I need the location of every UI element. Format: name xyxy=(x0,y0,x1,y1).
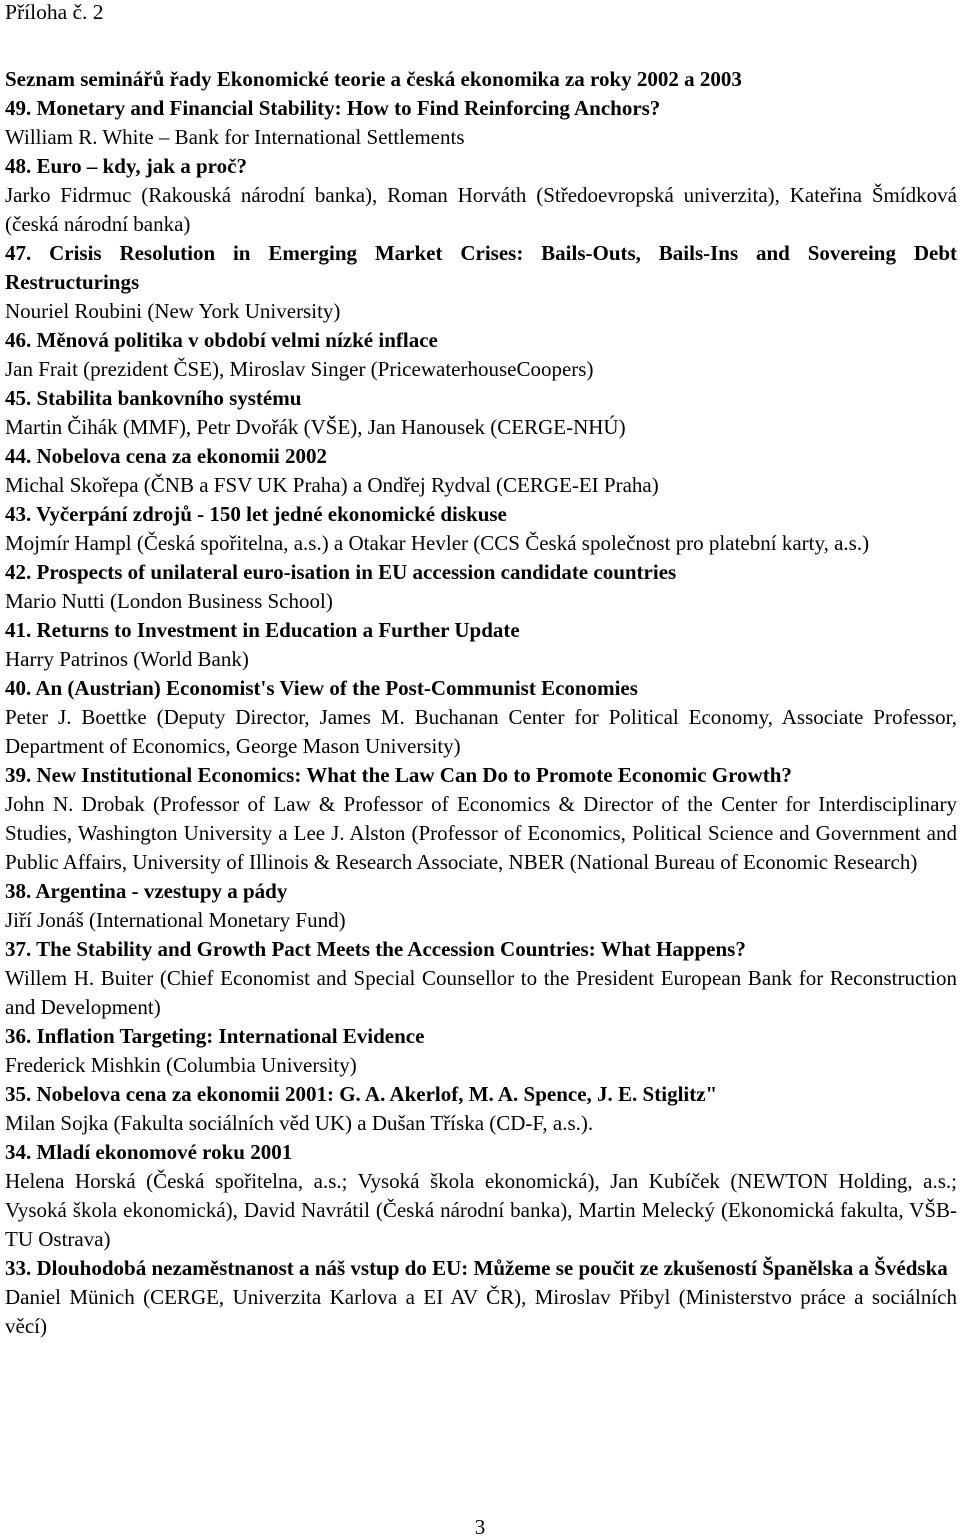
seminar-entry xyxy=(5,384,957,442)
seminar-speakers: Daniel Münich (CERGE, Univerzita Karlova a EI AV ČR), Miroslav Přibyl (Ministerstvo práce a sociálních věcí) xyxy=(5,1285,957,1338)
seminar-entry xyxy=(5,1080,957,1138)
seminar-title: 43. Vyčerpání zdrojů - 150 let jedné ekonomické diskuse xyxy=(5,502,507,526)
seminar-entry xyxy=(5,877,957,935)
seminar-title: 37. The Stability and Growth Pact Meets the Accession Countries: What Happens? xyxy=(5,937,746,961)
page-number: 3 xyxy=(474,1515,486,1539)
seminar-title: 40. An (Austrian) Economist's View of the Post-Communist Economies xyxy=(5,676,638,700)
seminar-speakers: Michal Skořepa (ČNB a FSV UK Praha) a Ondřej Rydval (CERGE-EI Praha) xyxy=(5,473,659,497)
seminar-entry xyxy=(5,761,957,877)
annex-label: Příloha č. 2 xyxy=(5,0,104,24)
seminar-title: 42. Prospects of unilateral euro-isation in EU accession candidate countries xyxy=(5,560,677,584)
seminar-speakers: Jiří Jonáš (International Monetary Fund) xyxy=(5,908,346,932)
seminar-entry xyxy=(5,674,957,761)
seminar-title: 47. Crisis Resolution in Emerging Market Crises: Bails-Outs, Bails-Ins and Sovereing Debt Restructurings xyxy=(5,241,957,294)
seminar-title: 33. Dlouhodobá nezaměstnanost a náš vstup do EU: Můžeme se poučit ze zkušeností Španělska a Švédska xyxy=(5,1256,948,1280)
seminar-title: 39. New Institutional Economics: What the Law Can Do to Promote Economic Growth? xyxy=(5,763,792,787)
seminar-title: 34. Mladí ekonomové roku 2001 xyxy=(5,1140,293,1164)
seminar-entry xyxy=(5,1022,957,1080)
seminar-title: 45. Stabilita bankovního systému xyxy=(5,386,302,410)
seminar-speakers: John N. Drobak (Professor of Law & Professor of Economics & Director of the Center for Interdisciplinary Studies, Washington University a Lee J. Alston (Professor of Economics, Political Science and Government and Public Affairs, University of Illinois & Research Associate, NBER (National Bureau of Economic Research) xyxy=(5,792,957,874)
seminar-speakers: Frederick Mishkin (Columbia University) xyxy=(5,1053,357,1077)
seminar-speakers: Peter J. Boettke (Deputy Director, James M. Buchanan Center for Political Economy, Associate Professor, Department of Economics, George Mason University) xyxy=(5,705,957,758)
seminar-title: 48. Euro – kdy, jak a proč? xyxy=(5,154,247,178)
seminar-title: 38. Argentina - vzestupy a pády xyxy=(5,879,288,903)
seminar-speakers: Martin Čihák (MMF), Petr Dvořák (VŠE), Jan Hanousek (CERGE-NHÚ) xyxy=(5,415,626,439)
seminar-speakers: Nouriel Roubini (New York University) xyxy=(5,299,341,323)
seminar-entry xyxy=(5,558,957,616)
seminar-speakers: Mario Nutti (London Business School) xyxy=(5,589,333,613)
seminar-entry xyxy=(5,152,957,239)
seminar-title: 36. Inflation Targeting: International Evidence xyxy=(5,1024,425,1048)
list-title: Seznam seminářů řady Ekonomické teorie a česká ekonomika za roky 2002 a 2003 xyxy=(5,67,742,91)
seminar-speakers: William R. White – Bank for International Settlements xyxy=(5,125,465,149)
seminar-entry xyxy=(5,1254,957,1341)
seminar-entry xyxy=(5,326,957,384)
seminar-title: 44. Nobelova cena za ekonomii 2002 xyxy=(5,444,327,468)
seminar-title: 46. Měnová politika v období velmi nízké inflace xyxy=(5,328,438,352)
seminar-title: 41. Returns to Investment in Education a Further Update xyxy=(5,618,520,642)
seminar-speakers: Mojmír Hampl (Česká spořitelna, a.s.) a Otakar Hevler (CCS Česká společnost pro platební karty, a.s.) xyxy=(5,531,870,555)
seminar-speakers: Willem H. Buiter (Chief Economist and Special Counsellor to the President European Bank for Reconstruction and Development) xyxy=(5,966,957,1019)
seminar-list xyxy=(5,94,957,1341)
seminar-entry xyxy=(5,935,957,1022)
seminar-speakers: Milan Sojka (Fakulta sociálních věd UK) a Dušan Tříska (CD-F, a.s.). xyxy=(5,1111,594,1135)
seminar-title: 49. Monetary and Financial Stability: How to Find Reinforcing Anchors? xyxy=(5,96,661,120)
seminar-entry xyxy=(5,1138,957,1254)
seminar-entry xyxy=(5,500,957,558)
seminar-speakers: Jarko Fidrmuc (Rakouská národní banka), Roman Horváth (Středoevropská univerzita), Kateřina Šmídková (česká národní banka) xyxy=(5,183,957,236)
seminar-entry xyxy=(5,94,957,152)
seminar-title: 35. Nobelova cena za ekonomii 2001: G. A. Akerlof, M. A. Spence, J. E. Stiglitz" xyxy=(5,1082,718,1106)
seminar-speakers: Helena Horská (Česká spořitelna, a.s.; Vysoká škola ekonomická), Jan Kubíček (NEWTON Holding, a.s.; Vysoká škola ekonomická), David Navrátil (Česká národní banka), Martin Melecký (Ekonomická fakulta, VŠB-TU Ostrava) xyxy=(5,1169,957,1251)
seminar-speakers: Jan Frait (prezident ČSE), Miroslav Singer (PricewaterhouseCoopers) xyxy=(5,357,594,381)
document-page xyxy=(5,0,957,1341)
seminar-speakers: Harry Patrinos (World Bank) xyxy=(5,647,249,671)
seminar-entry xyxy=(5,442,957,500)
seminar-entry xyxy=(5,616,957,674)
seminar-entry xyxy=(5,239,957,326)
